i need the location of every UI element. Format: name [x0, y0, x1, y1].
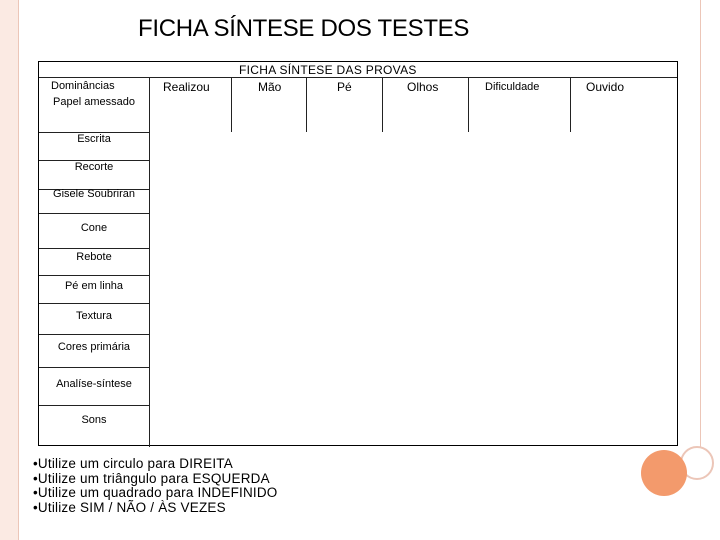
instruction-item: •Utilize um triângulo para ESQUERDA — [33, 470, 270, 486]
header-dificuldade: Dificuldade — [485, 81, 540, 93]
decorative-orange-circle — [641, 450, 687, 496]
header-ouvido: Ouvido — [586, 80, 625, 94]
table-divider — [39, 303, 149, 304]
table-divider — [39, 248, 149, 249]
table-column-divider — [382, 77, 383, 132]
table-column-divider — [231, 77, 232, 132]
instruction-item: •Utilize SIM / NÃO / ÀS VEZES — [33, 499, 226, 515]
table-subtitle: FICHA SÍNTESE DAS PROVAS — [239, 63, 417, 77]
row-label: Recorte — [74, 161, 114, 173]
instruction-item: •Utilize um quadrado para INDEFINIDO — [33, 485, 278, 500]
row-label: Gisele Soubriran — [53, 188, 135, 200]
results-table — [38, 61, 678, 446]
table-divider — [39, 77, 677, 78]
table-column-divider — [570, 77, 571, 132]
table-divider — [39, 275, 149, 276]
header-realizou: Realizou — [163, 80, 210, 94]
instruction-item: •Utilize um circulo para DIREITA — [33, 456, 233, 471]
header-pe: Pé — [337, 80, 352, 94]
left-decorative-line — [18, 0, 19, 540]
header-olhos: Olhos — [407, 80, 439, 94]
header-dominancias: Dominâncias — [51, 80, 115, 92]
left-decorative-stripe — [0, 0, 18, 540]
row-label: Textura — [75, 310, 113, 322]
table-divider — [39, 334, 149, 335]
row-label: Papel amessado — [53, 96, 135, 108]
row-label: Cone — [80, 222, 108, 234]
table-divider — [39, 213, 149, 214]
page-title: FICHA SÍNTESE DOS TESTES — [138, 15, 470, 42]
right-decorative-line — [700, 0, 701, 450]
table-column-divider — [468, 77, 469, 132]
row-label: Analíse-síntese — [56, 378, 132, 390]
row-label: Sons — [81, 414, 107, 426]
table-divider — [39, 367, 149, 368]
header-mao: Mão — [258, 80, 282, 94]
table-column-divider — [306, 77, 307, 132]
table-column-divider — [149, 77, 150, 447]
row-label: Cores primária — [57, 341, 131, 353]
row-label: Pé em linha — [64, 280, 124, 292]
table-divider — [39, 405, 149, 406]
row-label: Escrita — [77, 133, 111, 145]
row-label: Rebote — [76, 251, 112, 263]
instructions-list — [33, 457, 278, 515]
